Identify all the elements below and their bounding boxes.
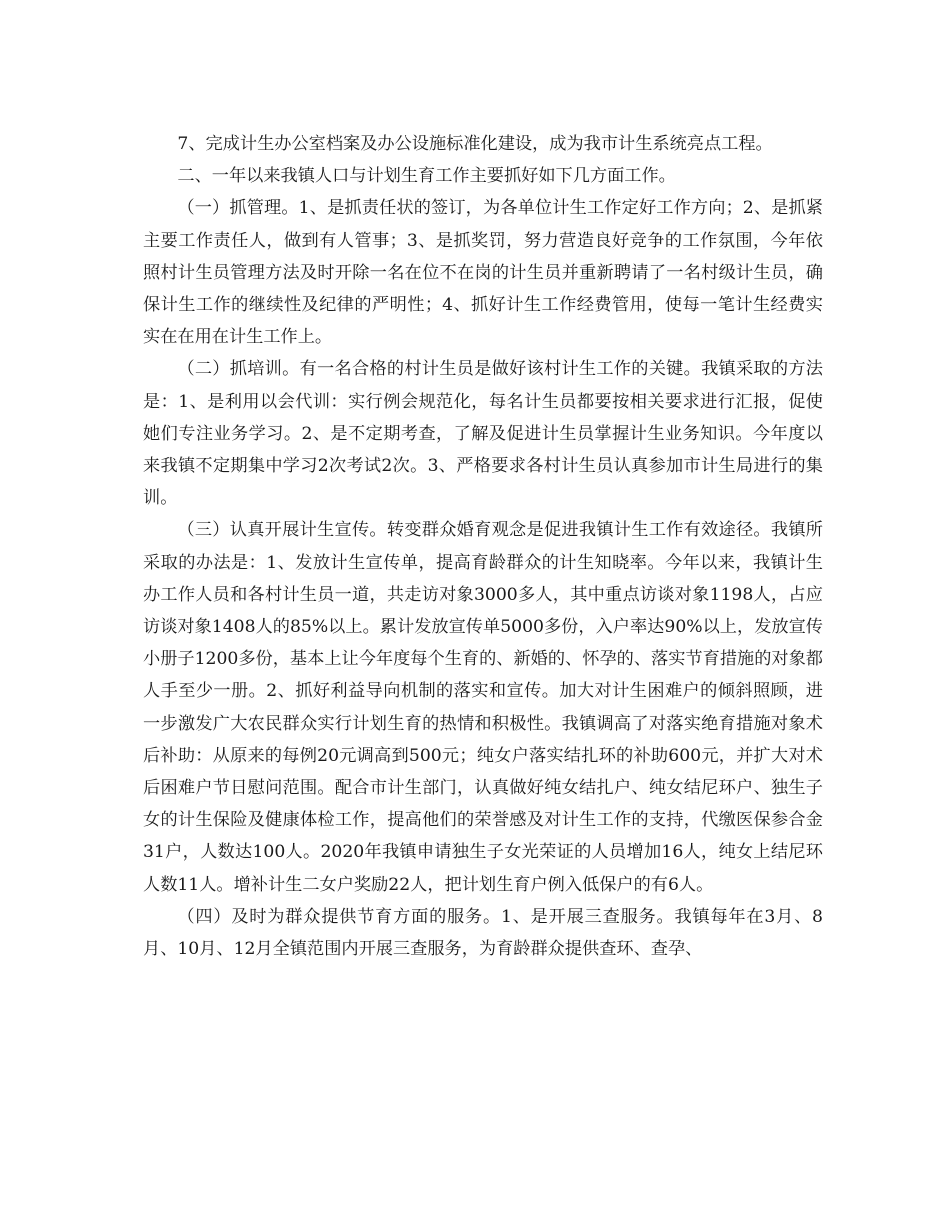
paragraph-services: （四）及时为群众提供节育方面的服务。1、是开展三查服务。我镇每年在3月、8月、10月、12月全镇范围内开展三查服务，为育龄群众提供查环、查孕、 <box>143 906 823 960</box>
paragraph-management: （一）抓管理。1、是抓责任状的签订，为各单位计生工作定好工作方向；2、是抓紧主要工作责任人，做到有人管事；3、是抓奖罚，努力营造良好竞争的工作氛围，今年依照村计生员管理方法及时开除一名在位不在岗的计生员并重新聘请了一名村级计生员，确保计生工作的继续性及纪律的严明性；4、抓好计生工作经费管用，使每一笔计生经费实实在在用在计生工作上。 <box>143 198 823 348</box>
section-heading-two: 二、一年以来我镇人口与计划生育工作主要抓好如下几方面工作。 <box>177 166 676 187</box>
paragraph-item-7: 7、完成计生办公室档案及办公设施标准化建设，成为我市计生系统亮点工程。 <box>177 134 773 154</box>
document-body <box>143 128 823 965</box>
paragraph-publicity: （三）认真开展计生宣传。转变群众婚育观念是促进我镇计生工作有效途径。我镇所采取的办法是：1、发放计生宣传单，提高育龄群众的计生知晓率。今年以来，我镇计生办工作人员和各村计生员一道，共走访对象3000多人，其中重点访谈对象1198人，占应访谈对象1408人的85%以上。累计发放宣传单5000多份，入户率达90%以上，发放宣传小册子1200多份，基本上让今年度每个生育的、新婚的、怀孕的、落实节育措施的对象都人手至少一册。2、抓好利益导向机制的落实和宣传。加大对计生困难户的倾斜照顾，进一步激发广大农民群众实行计划生育的热情和积极性。我镇调高了对落实绝育措施对象术后补助：从原来的每例20元调高到500元；纯女户落实结扎环的补助600元，并扩大对术后困难户节日慰问范围。配合市计生部门，认真做好纯女结扎户、纯女结尼环户、独生子女的计生保险及健康体检工作，提高他们的荣誉感及对计生工作的支持，代缴医保参合金31户，人数达100人。2020年我镇申请独生子女光荣证的人员增加16人，纯女上结尼环人数11人。增补计生二女户奖励22人，把计划生育户例入低保户的有6人。 <box>143 520 823 895</box>
paragraph-training: （二）抓培训。有一名合格的村计生员是做好该村计生工作的关键。我镇采取的方法是：1、是利用以会代训：实行例会规范化，每名计生员都要按相关要求进行汇报，促使她们专注业务学习。2、是不定期考查，了解及促进计生员掌握计生业务知识。今年度以来我镇不定期集中学习2次考试2次。3、严格要求各村计生员认真参加市计生局进行的集训。 <box>143 359 823 509</box>
